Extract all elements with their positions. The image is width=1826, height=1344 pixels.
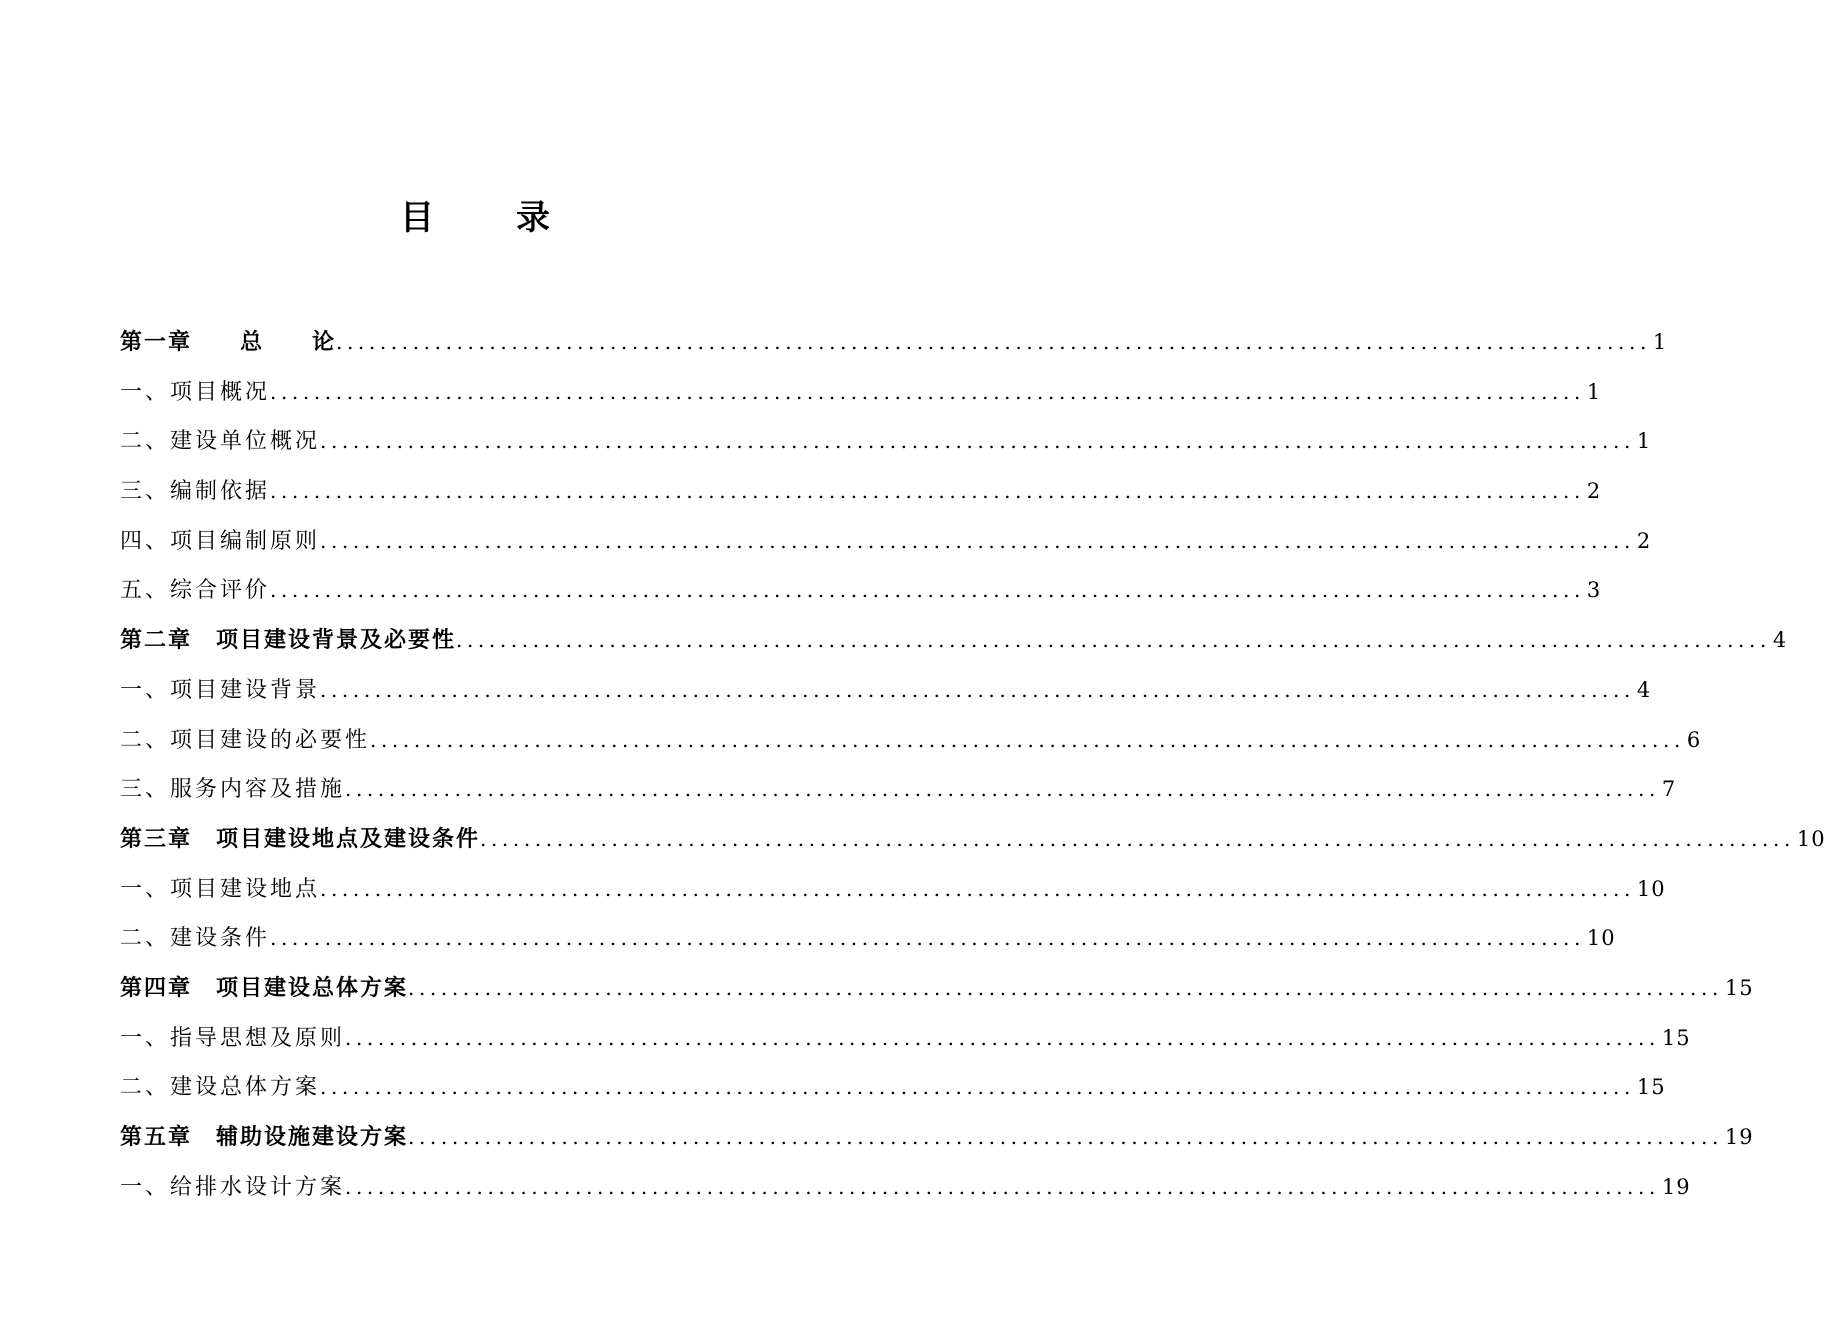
toc-entry-label: 第三章 项目建设地点及建设条件 [120, 826, 481, 852]
toc-entry-label: 第五章 辅助设施建设方案 [120, 1125, 409, 1150]
toc-page-number: 19 [1724, 1125, 1754, 1149]
toc-entry-label: 第一章 总 论 [120, 330, 337, 355]
dot-leader: ........................................................................................................................ [320, 528, 1635, 553]
toc-section-entry[interactable] [120, 1063, 1666, 1113]
dot-leader: ........................................................................................................................ [480, 826, 1795, 851]
toc-section-entry[interactable] [120, 417, 1652, 467]
dot-leader: ........................................................................................................................ [456, 628, 1771, 653]
toc-page-number: 15 [1661, 1025, 1691, 1050]
toc-page-number: 15 [1636, 1075, 1666, 1100]
toc-chapter-entry[interactable] [120, 616, 1788, 666]
dot-leader: ........................................................................................................................ [270, 379, 1585, 404]
toc-chapter-entry[interactable] [120, 815, 1826, 865]
title-char-left: 目 [400, 198, 434, 238]
toc-section-entry[interactable] [120, 865, 1666, 915]
dot-leader: ........................................................................................................................ [345, 777, 1660, 802]
toc-entry-label: 第四章 项目建设总体方案 [120, 975, 409, 1001]
toc-section-entry[interactable] [120, 716, 1702, 766]
toc-page-number: 1 [1652, 330, 1668, 354]
toc-entry-label: 二、项目建设的必要性 [120, 727, 371, 753]
toc-page-number: 19 [1661, 1174, 1691, 1199]
toc-section-entry[interactable] [120, 368, 1602, 418]
toc-page-number: 7 [1661, 777, 1677, 802]
toc-page-number: 6 [1686, 727, 1702, 752]
toc-page-number: 10 [1796, 826, 1826, 851]
toc-page-number: 10 [1586, 926, 1616, 951]
dot-leader: ........................................................................................................................ [320, 1075, 1635, 1100]
table-of-contents [120, 318, 1826, 1212]
title-char-right: 录 [516, 198, 550, 238]
dot-leader: ........................................................................................................................ [408, 1125, 1723, 1149]
toc-section-entry[interactable] [120, 1163, 1691, 1213]
dot-leader: ........................................................................................................................ [336, 330, 1651, 354]
dot-leader: ........................................................................................................................ [320, 429, 1635, 454]
dot-leader: ........................................................................................................................ [270, 926, 1585, 951]
toc-chapter-entry[interactable] [120, 964, 1754, 1014]
toc-section-entry[interactable] [120, 914, 1616, 964]
toc-section-entry[interactable] [120, 765, 1677, 815]
toc-entry-label: 四、项目编制原则 [120, 528, 321, 554]
toc-section-entry[interactable] [120, 1014, 1691, 1064]
toc-entry-label: 一、项目建设地点 [120, 876, 321, 902]
dot-leader: ........................................................................................................................ [270, 479, 1585, 504]
toc-entry-label: 三、编制依据 [120, 479, 271, 505]
toc-entry-label: 一、指导思想及原则 [120, 1025, 346, 1051]
toc-entry-label: 二、建设总体方案 [120, 1075, 321, 1101]
page-title [0, 193, 950, 243]
toc-page-number: 2 [1636, 528, 1652, 553]
toc-section-entry[interactable] [120, 467, 1602, 517]
dot-leader: ........................................................................................................................ [270, 578, 1585, 603]
toc-entry-label: 二、建设单位概况 [120, 429, 321, 455]
toc-page-number: 4 [1772, 628, 1788, 653]
dot-leader: ........................................................................................................................ [408, 975, 1723, 1000]
toc-entry-label: 一、给排水设计方案 [120, 1174, 346, 1200]
toc-entry-label: 一、项目建设背景 [120, 677, 321, 703]
toc-page-number: 1 [1636, 429, 1652, 454]
toc-page-number: 1 [1586, 379, 1602, 404]
toc-section-entry[interactable] [120, 666, 1652, 716]
toc-chapter-entry[interactable] [120, 1113, 1754, 1163]
toc-entry-label: 三、服务内容及措施 [120, 777, 346, 803]
dot-leader: ........................................................................................................................ [345, 1025, 1660, 1050]
toc-chapter-entry[interactable] [120, 318, 1668, 368]
toc-entry-label: 第二章 项目建设背景及必要性 [120, 628, 457, 654]
dot-leader: ........................................................................................................................ [320, 677, 1635, 702]
toc-page-number: 2 [1586, 479, 1602, 504]
toc-section-entry[interactable] [120, 517, 1652, 567]
dot-leader: ........................................................................................................................ [345, 1174, 1660, 1199]
toc-page-number: 10 [1636, 876, 1666, 901]
toc-entry-label: 二、建设条件 [120, 926, 271, 952]
toc-section-entry[interactable] [120, 566, 1602, 616]
toc-page-number: 15 [1724, 975, 1754, 1000]
toc-entry-label: 五、综合评价 [120, 578, 271, 604]
toc-page-number: 4 [1636, 677, 1652, 702]
dot-leader: ........................................................................................................................ [370, 727, 1685, 752]
dot-leader: ........................................................................................................................ [320, 876, 1635, 901]
toc-page-number: 3 [1586, 578, 1602, 603]
toc-entry-label: 一、项目概况 [120, 379, 271, 405]
